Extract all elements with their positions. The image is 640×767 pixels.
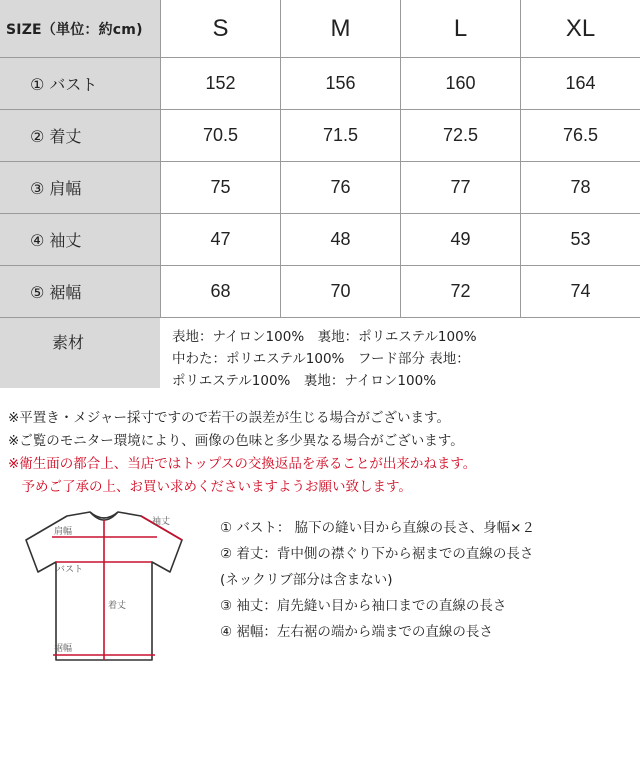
table-header-row [0,0,640,58]
material-line: 中わた：ポリエステル100% フード部分 表地： [172,351,470,367]
length-label: 着丈 [108,601,127,611]
shoulder-label: 肩幅 [54,527,73,537]
table-cell: 78 [520,162,640,213]
table-row-hem [0,266,640,318]
table-cell: 49 [400,214,520,265]
table-row-length [0,110,640,162]
table-cell: 74 [520,266,640,317]
bust-label: バスト [56,565,84,575]
notes-block [8,407,476,499]
legend-length-note: (ネックリブ部分は含まない) [220,572,393,588]
row-label: ⑤ 裾幅 [0,266,160,317]
row-label: ③ 肩幅 [0,162,160,213]
note-monitor-color: ※ご覧のモニター環境により、画像の色味と多少異なる場合がございます。 [8,433,464,449]
material-line: 表地：ナイロン100% 裏地：ポリエステル100% [172,329,477,345]
table-cell: 53 [520,214,640,265]
table-cell: 48 [280,214,400,265]
table-cell: 71.5 [280,110,400,161]
note-no-returns: ※衛生面の都合上、当店ではトップスの交換返品を承ることが出来かねます。 [8,456,477,472]
size-s-header: S [160,0,280,57]
table-cell: 70 [280,266,400,317]
table-cell: 156 [280,58,400,109]
material-line: ポリエステル100% 裏地：ナイロン100% [172,373,437,389]
table-cell: 75 [160,162,280,213]
sleeve-label: 袖丈 [152,517,171,527]
table-row-shoulder [0,162,640,214]
material-row [0,318,640,394]
table-cell: 76.5 [520,110,640,161]
table-row-bust [0,58,640,110]
legend-bust: ① バスト： 脇下の縫い目から直線の長さ、身幅×２ [220,520,535,536]
size-l-header: L [400,0,520,57]
table-cell: 70.5 [160,110,280,161]
table-cell: 72.5 [400,110,520,161]
material-text [160,318,640,394]
legend-sleeve: ③ 袖丈：肩先縫い目から袖口までの直線の長さ [220,598,507,614]
row-label: ② 着丈 [0,110,160,161]
note-acknowledge: 予めご了承の上、お買い求めくださいますようお願い致します。 [8,479,412,495]
size-xl-header: XL [520,0,640,57]
note-measurement: ※平置き・メジャー採寸ですので若干の誤差が生じる場合がございます。 [8,410,450,426]
hem-label: 裾幅 [54,644,73,654]
table-row-sleeve [0,214,640,266]
legend-hem: ④ 裾幅：左右裾の端から端までの直線の長さ [220,624,493,640]
table-cell: 76 [280,162,400,213]
size-m-header: M [280,0,400,57]
measurement-legend [220,515,535,645]
row-label: ④ 袖丈 [0,214,160,265]
table-cell: 160 [400,58,520,109]
table-cell: 77 [400,162,520,213]
tshirt-diagram [12,500,197,675]
table-cell: 152 [160,58,280,109]
material-label: 素材 [0,318,160,388]
row-label: ① バスト [0,58,160,109]
size-unit-header: SIZE（単位：約cm) [0,0,160,57]
legend-length: ② 着丈：背中側の襟ぐり下から裾までの直線の長さ [220,546,534,562]
table-cell: 72 [400,266,520,317]
table-cell: 164 [520,58,640,109]
table-cell: 68 [160,266,280,317]
table-cell: 47 [160,214,280,265]
